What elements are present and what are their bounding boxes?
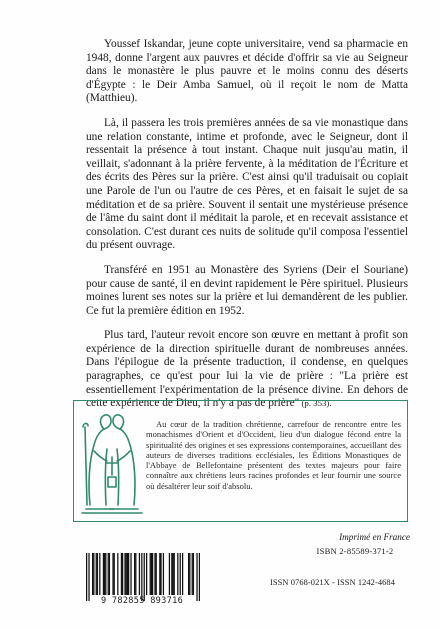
barcode-bar <box>154 553 155 595</box>
barcode-bar <box>93 553 94 595</box>
barcode-bar <box>174 553 175 595</box>
barcode-bar <box>127 553 128 595</box>
barcode-bar <box>130 553 131 595</box>
barcode-bar <box>124 553 125 595</box>
barcode-bar <box>103 553 104 595</box>
barcode-bar <box>109 553 110 595</box>
barcode-bar <box>193 553 194 595</box>
collection-blurb: Au cœur de la tradition chrétienne, carrefour de rencontre entre les monachismes d'Orient et d'Occident, lieu d'un dialogue fécond entre la spiritualité des origines et ses expressions contemporaines, accueillant des auteurs de diverses traditions ecclésiales, les Éditions Monastiques de l'Abbaye de Bellefontaine présentent des textes majeurs pour faire connaître aux chrétiens leurs racines profondes et leur fournir une source où désaltérer leur soif d'absolu. <box>146 419 401 491</box>
barcode <box>86 553 200 601</box>
barcode-bar <box>86 553 87 601</box>
barcode-bar <box>188 553 189 595</box>
barcode-bar <box>128 553 129 595</box>
barcode-bar <box>177 553 178 595</box>
barcode-bar <box>141 553 142 601</box>
page-reference: (p. 353). <box>299 398 332 409</box>
barcode-bar <box>126 553 127 595</box>
barcode-bar <box>121 553 122 595</box>
monks-emblem-icon <box>80 405 144 517</box>
barcode-bar <box>114 553 115 595</box>
barcode-bar <box>180 553 181 595</box>
barcode-bar <box>122 553 123 595</box>
barcode-bar <box>97 553 98 595</box>
paragraph-3: Transféré en 1951 au Monastère des Syriens (Deir el Souriane) pour cause de santé, il en devint rapidement le Père spirituel. Plusieurs moines lurent ses notes sur la prière et lui demandèrent de les publier. Ce fut la première édition en 1952. <box>86 263 408 317</box>
barcode-bar <box>151 553 152 595</box>
barcode-bar <box>108 553 109 595</box>
barcode-bar <box>150 553 151 595</box>
barcode-bar <box>172 553 173 595</box>
barcode-bar <box>135 553 136 595</box>
isbn-number: ISBN 2-85589-371-2 <box>316 546 394 556</box>
barcode-bar <box>171 553 172 595</box>
collection-frame <box>73 400 408 522</box>
paragraph-4-text: Plus tard, l'auteur revoit encore son œuvre en mettant à profit son expérience de la direction spirituelle durant de nombreuses années. Dans l'épilogue de la présente traduction, il condense, en quelques paragraphes, ce qu'est pour lui la vie de prière : "La prière est essentiellement l'expérimentation de la présence divine. En dehors de cette expérience de Dieu, il n'y a pas de prière" <box>86 329 408 410</box>
barcode-digits: 9 782855 893716 <box>100 596 184 606</box>
barcode-bar <box>88 553 89 601</box>
issn-number: ISSN 0768-021X - ISSN 1242-4684 <box>270 578 396 587</box>
barcode-bar <box>182 553 183 595</box>
barcode-bar <box>139 553 140 595</box>
barcode-bar <box>104 553 105 595</box>
back-cover-text <box>86 38 408 411</box>
barcode-bar <box>160 553 161 595</box>
barcode-bar <box>144 553 145 601</box>
barcode-bar <box>192 553 193 595</box>
barcode-bar <box>159 553 160 595</box>
barcode-bar <box>152 553 153 595</box>
barcode-bar <box>99 553 100 595</box>
barcode-bar <box>163 553 164 595</box>
barcode-bar <box>146 553 147 595</box>
barcode-bar <box>199 553 200 601</box>
barcode-bar <box>112 553 113 595</box>
barcode-bar <box>169 553 170 595</box>
paragraph-4 <box>86 329 408 411</box>
imprint-label: Imprimé en France <box>339 532 410 542</box>
barcode-bar <box>156 553 157 595</box>
barcode-bar <box>96 553 97 595</box>
barcode-bar <box>105 553 106 595</box>
paragraph-2: Là, il passera les trois premières années de sa vie monastique dans une relation constante, intime et profonde, avec le Seigneur, dont il ressentait la présence à tout instant. Chaque nuit jusqu'au matin, il veillait, s'adonnant à la prière fervente, à la méditation de l'Écriture et des écrits des Pères sur la prière. C'est ainsi qu'il traduisait ou copiait une Parole de l'un ou l'autre de ces Pères, et en faisait le sujet de sa méditation et de sa prière. Souvent il sentait une mystérieuse présence de l'âme du saint dont il méditait la parole, et en recevait assistance et consolation. C'est durant ces nuits de solitude qu'il composa l'essentiel du présent ouvrage. <box>86 116 408 252</box>
barcode-bar <box>189 553 190 595</box>
paragraph-1: Youssef Iskandar, jeune copte universitaire, vend sa pharmacie en 1948, donne l'argent aux pauvres et décide d'offrir sa vie au Seigneur dans le monastère le plus pauvre et le moins connu des déserts d'Égypte : le Deir Amba Samuel, où il reçoit le nom de Matta (Matthieu). <box>86 38 408 105</box>
barcode-bar <box>134 553 135 595</box>
barcode-bar <box>196 553 197 601</box>
barcode-bar <box>117 553 118 595</box>
barcode-bar <box>92 553 93 595</box>
